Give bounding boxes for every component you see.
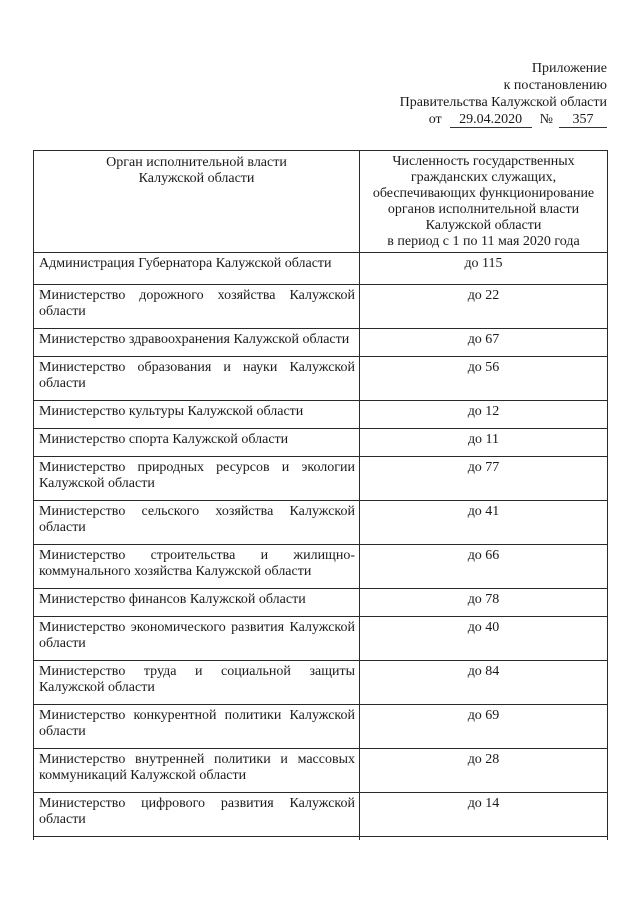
header-count-line: обеспечивающих функционирование — [372, 186, 595, 201]
table-row — [34, 429, 608, 457]
org-name: Министерство экономического развития Калужской области — [34, 617, 360, 661]
staff-count: до 77 — [360, 457, 608, 501]
org-name: Министерство внутренней политики и массовых коммуникаций Калужской области — [34, 749, 360, 793]
org-name: Министерство дорожного хозяйства Калужской области — [34, 285, 360, 329]
org-name: Министерство природных ресурсов и экологии Калужской области — [34, 457, 360, 501]
table-row — [34, 401, 608, 429]
table-row — [34, 793, 608, 837]
org-name: Администрация Губернатора Калужской области — [34, 253, 360, 285]
from-label: от — [428, 112, 442, 127]
staff-table — [33, 150, 608, 857]
staff-count: до 115 — [360, 253, 608, 285]
table-row — [34, 749, 608, 793]
table-row — [34, 705, 608, 749]
appendix-decree-line: к постановлению — [503, 78, 607, 93]
staff-count: до 67 — [360, 329, 608, 357]
staff-count: до 40 — [360, 617, 608, 661]
table-row — [34, 589, 608, 617]
org-name: Министерство спорта Калужской области — [34, 429, 360, 457]
table-row — [34, 285, 608, 329]
decree-number: 357 — [559, 113, 607, 128]
table-row — [34, 253, 608, 285]
appendix-title: Приложение — [531, 61, 607, 76]
staff-count: до 14 — [360, 793, 608, 837]
staff-count: до 66 — [360, 545, 608, 589]
table-row — [34, 617, 608, 661]
staff-count: до 56 — [360, 357, 608, 401]
staff-count: до 28 — [360, 749, 608, 793]
staff-count: до 69 — [360, 705, 608, 749]
table-row — [34, 457, 608, 501]
org-name: Министерство строительства и жилищно-коммунального хозяйства Калужской области — [34, 545, 360, 589]
org-name: Министерство здравоохранения Калужской области — [34, 329, 360, 357]
appendix-government-line: Правительства Калужской области — [399, 95, 607, 110]
page-bottom-margin — [0, 840, 640, 905]
table-row — [34, 329, 608, 357]
org-name: Министерство цифрового развития Калужской области — [34, 793, 360, 837]
header-staff-count — [360, 151, 608, 253]
header-count-line: гражданских служащих, — [410, 170, 557, 185]
staff-count: до 78 — [360, 589, 608, 617]
header-count-line: Численность государственных — [392, 154, 575, 169]
appendix-reference — [400, 111, 607, 128]
staff-count: до 84 — [360, 661, 608, 705]
header-authority-line: Орган исполнительной власти — [106, 155, 287, 170]
table-row — [34, 661, 608, 705]
org-name: Министерство конкурентной политики Калужской области — [34, 705, 360, 749]
org-name: Министерство образования и науки Калужской области — [34, 357, 360, 401]
table-header-row — [34, 151, 608, 253]
table-row — [34, 357, 608, 401]
header-authority — [34, 151, 360, 253]
header-authority-line: Калужской области — [138, 171, 255, 186]
table-row — [34, 501, 608, 545]
decree-date: 29.04.2020 — [450, 113, 532, 128]
org-name: Министерство финансов Калужской области — [34, 589, 360, 617]
table-row — [34, 545, 608, 589]
staff-count: до 22 — [360, 285, 608, 329]
staff-count: до 12 — [360, 401, 608, 429]
header-count-line: в период с 1 по 11 мая 2020 года — [387, 234, 580, 249]
staff-count: до 11 — [360, 429, 608, 457]
org-name: Министерство сельского хозяйства Калужской области — [34, 501, 360, 545]
number-label: № — [539, 112, 553, 127]
staff-count: до 41 — [360, 501, 608, 545]
org-name: Министерство труда и социальной защиты Калужской области — [34, 661, 360, 705]
org-name: Министерство культуры Калужской области — [34, 401, 360, 429]
header-count-line: органов исполнительной власти — [387, 202, 580, 217]
appendix-heading — [400, 60, 607, 128]
header-count-line: Калужской области — [425, 218, 542, 233]
